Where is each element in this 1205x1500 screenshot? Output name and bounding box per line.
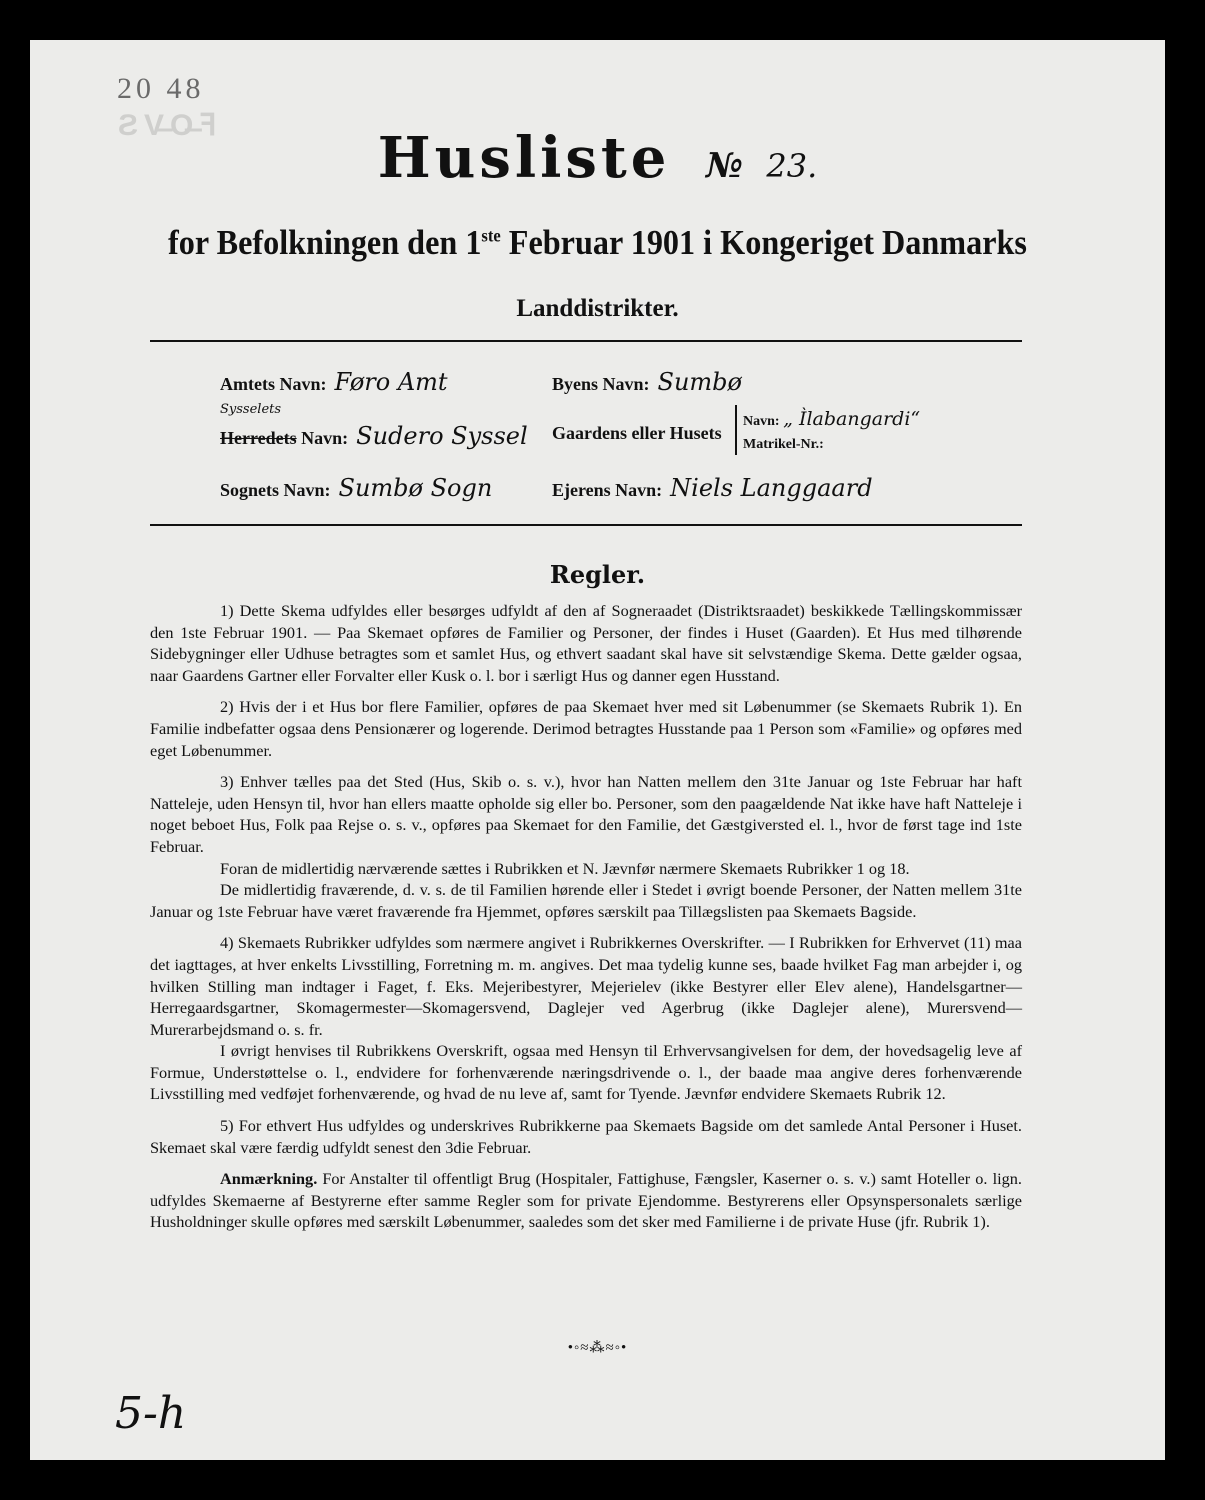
- annotation-label: Anmærkning.: [220, 1169, 318, 1189]
- amt-field: [220, 368, 448, 396]
- number-prefix: №: [705, 146, 743, 186]
- subtitle-sup: ste: [481, 225, 501, 246]
- herred-overwrite-text: Sysselets: [220, 402, 282, 417]
- navn-field: [743, 408, 920, 430]
- household-number: 23.: [766, 147, 818, 185]
- handwritten-note: 5-h: [115, 1388, 187, 1439]
- navn-value: „ Ìlabangardi“: [783, 408, 921, 430]
- top-divider: [150, 340, 1022, 342]
- matrikel-field: [743, 437, 824, 453]
- herred-value: Sudero Syssel: [356, 422, 528, 450]
- gaard-field: [552, 423, 722, 444]
- title-main: Husliste: [377, 125, 671, 191]
- rule-4: 4) Skemaets Rubrikker udfyldes som nærmere angivet i Rubrikkernes Overskrifter. — I Rubrikken for Erhvervet (11) maa det iagttages, at hver enkelts Livsstilling, Forretning m. m. angives. Det maa tydelig kunne ses, baade hvilket Fag man arbejder i, og hvilken Stilling man indtager i Faget, f. Eks. Mejeribestyrer, Mejerielev (ikke Bestyrer eller Elev alene), Handelsgartner—Herregaardsgartner, Skomagermester—Skomagersvend, Daglejer ved Agerbrug (ikke Daglejer alene), Murersvend—Murerarbejdsmand o. s. fr.: [150, 933, 1022, 1039]
- amt-label: Amtets Navn:: [220, 374, 327, 394]
- ejer-field: [552, 474, 873, 502]
- rules-heading: Regler.: [549, 560, 646, 589]
- annotation-text: For Anstalter til offentligt Brug (Hospitaler, Fattighuse, Fængsler, Kaserner o. s. v.) samt Hoteller o. lign. udfyldes Skemaerne af Bestyrerne efter samme Regler som for private Ejendomme. Bestyrerens eller Opsynspersonalets særlige Husholdninger skulle opføres med særskilt Løbenummer, saaledes som det sker med Familierne i de private Huse (jfr. Rubrik 1).: [150, 1169, 1022, 1232]
- herred-overwrite: [220, 402, 281, 417]
- ejer-value: Niels Langgaard: [670, 474, 873, 502]
- ornament-divider: •◦≈⁂≈◦•: [567, 1340, 628, 1356]
- form-title: [30, 125, 1165, 191]
- herred-field: [220, 422, 528, 450]
- ejer-label: Ejerens Navn:: [552, 480, 663, 500]
- byen-field: [552, 368, 742, 396]
- annotation: [150, 1168, 1022, 1233]
- amt-value: Føro Amt: [334, 368, 448, 396]
- gaard-brace: [735, 405, 737, 455]
- subtitle-post: Februar 1901 i Kongeriget Danmarks: [500, 223, 1027, 262]
- bottom-divider: [150, 524, 1022, 526]
- district-heading: Landdistrikter.: [516, 295, 679, 322]
- sogn-label: Sognets Navn:: [220, 480, 331, 500]
- rule-3-note-absent: De midlertidig fraværende, d. v. s. de til Familien hørende eller i Stedet i øvrigt boende Personer, der Natten mellem 31te Januar og 1ste Februar have været fraværende fra Hjemmet, opføres særskilt paa Tillægslisten paa Skemaets Bagside.: [150, 880, 1022, 921]
- form-subtitle: [75, 223, 1119, 263]
- herred-label-struck: Herredets: [220, 428, 297, 448]
- rule-5: 5) For ethvert Hus udfyldes og underskrives Rubrikkerne paa Skemaets Bagside om det samlede Antal Personer i Huset. Skemaet skal være færdig udfyldt senest den 3die Februar.: [150, 1116, 1022, 1157]
- rule-1: 1) Dette Skema udfyldes eller besørges udfyldt af den af Sogneraadet (Distriktsraadet) beskikkede Tællingskommissær den 1ste Februar 1901. — Paa Skemaet opføres de Familier og Personer, der findes i Huset (Gaarden). Et Hus med tilhørende Sidebygninger eller Udhuse betragtes som et samlet Hus, og ethvert saadant skal have sit selvstændige Skema. Dette gælder ogsaa, naar Gaardens Gartner eller Forvalter eller Kusk o. l. bor i særligt Hus og danner egen Husstand.: [150, 601, 1022, 685]
- byen-label: Byens Navn:: [552, 374, 650, 394]
- rule-3-note-n: Foran de midlertidig nærværende sættes i Rubrikken et N. Jævnfør nærmere Skemaets Rubrikker 1 og 18.: [220, 858, 910, 878]
- rule-2: 2) Hvis der i et Hus bor flere Familier, opføres de paa Skemaet hver med sit Løbenummer (se Skemaets Rubrik 1). En Familie indbefatter ogsaa dens Pensionærer og logerende. Derimod betragtes Husstande paa 1 Person som «Familie» og opføres med eget Løbenummer.: [150, 697, 1022, 760]
- census-form-page: [30, 40, 1165, 1460]
- sogn-field: [220, 474, 492, 502]
- subtitle-pre: for Befolkningen den 1: [168, 223, 482, 262]
- byen-value: Sumbø: [657, 368, 742, 396]
- corner-number: 20 48: [117, 72, 205, 105]
- matrikel-label: Matrikel-Nr.:: [743, 437, 824, 452]
- rules-body: [150, 600, 1022, 1243]
- gaard-label: Gaardens eller Husets: [552, 423, 722, 443]
- navn-label: Navn:: [743, 414, 780, 429]
- rule-4-note: I øvrigt henvises til Rubrikkens Overskrift, ogsaa med Hensyn til Erhvervsangivelsen for dem, der hovedsagelig leve af Formue, Understøttelse o. l., endvidere for forhenværende næringsdrivende o. l., der baade maa angive deres forhenværende Livsstilling med vedføjet forhenværende, og hvad de nu leve af, samt for Tyende. Jævnfør endvidere Skemaets Rubrik 12.: [150, 1041, 1022, 1104]
- sogn-value: Sumbø Sogn: [338, 474, 493, 502]
- corner-stamp: ƧV̶O̶ꟻ: [118, 109, 223, 142]
- herred-label: Navn:: [296, 428, 349, 448]
- rule-3: 3) Enhver tælles paa det Sted (Hus, Skib o. s. v.), hvor han Natten mellem den 31te Januar og 1ste Februar har haft Natteleje, uden Hensyn til, hvor han ellers maatte opholde sig eller bo. Personer, som den paagældende Nat ikke have haft Natteleje i noget beboet Hus, Folk paa Rejse o. s. v., opføres paa Skemaet for den Familie, det Gæstgiversted el. l., hvor de først tage ind 1ste Februar.: [150, 772, 1022, 856]
